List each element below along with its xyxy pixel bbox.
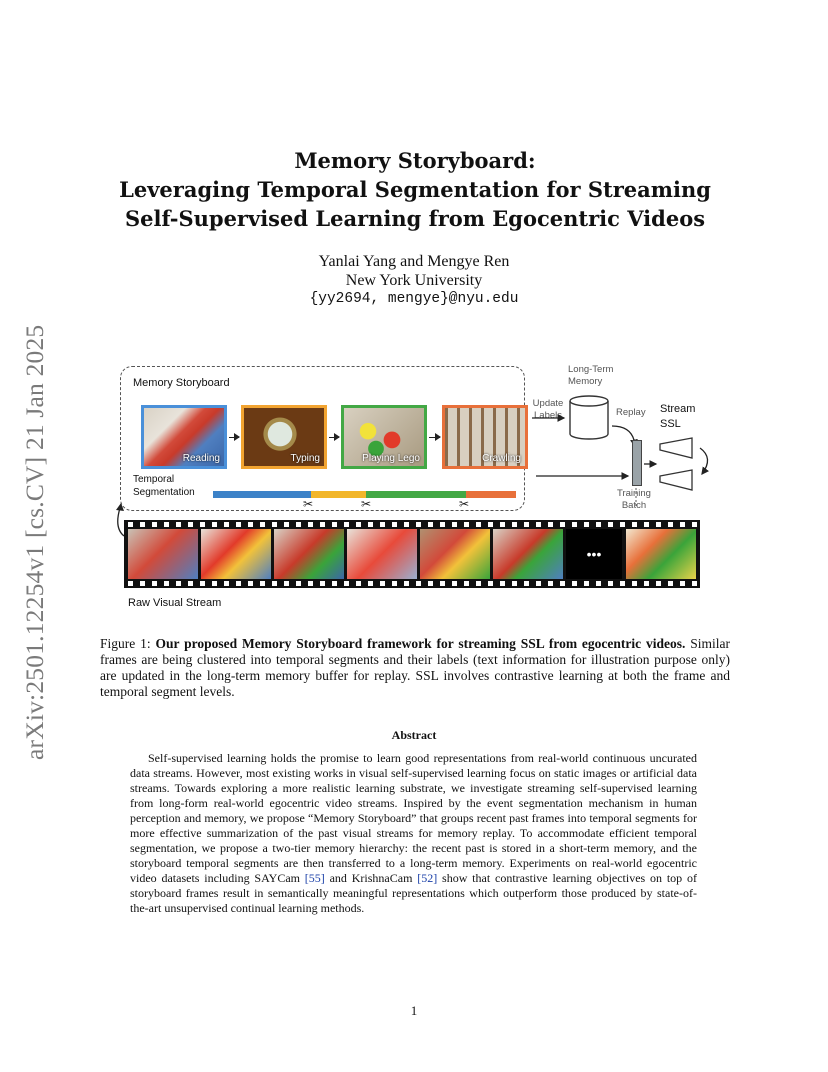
frame-caption: Crawling: [482, 453, 521, 464]
label-line: Long-Term: [568, 364, 614, 375]
film-holes: [124, 581, 700, 586]
label-line: Segmentation: [133, 487, 195, 498]
arrow-icon: [229, 437, 239, 438]
caption-bold-title: Our proposed Memory Storyboard framework for streaming SSL from egocentric videos.: [155, 636, 686, 651]
title-line-1: Memory Storyboard:: [294, 148, 536, 173]
frame-crawling: [442, 405, 528, 469]
film-holes: [124, 522, 700, 527]
raw-visual-stream-label: Raw Visual Stream: [128, 597, 222, 609]
abstract-text: and KrishnaCam: [324, 871, 418, 885]
figure-caption: [100, 636, 730, 700]
storyboard-label: Memory Storyboard: [133, 377, 230, 389]
frame-caption: Reading: [182, 453, 220, 464]
abstract-text: Self-supervised learning holds the promise to learn good representations from real-world continuous uncurated data streams. However, most existing works in visual self-supervised learning focus on static images or artificial data streams. Towards exploring a more realistic learning substrate, we investigate streaming self-supervised learning from long-form real-world egocentric video streams. Inspired by the event segmentation mechanism in human perception and memory, we propose “Memory Storyboard” that groups recent past frames into temporal segments for more effective summarization of the past visual streams for memory replay. To accommodate efficient temporal segmentation, we propose a two-tier memory hierarchy: the recent past is stored in a short-term memory, and the storyboard temporal segments are then transferred to a long-term memory. Experiments on real-world egocentric video datasets including SAYCam: [130, 751, 697, 885]
author-affiliation: New York University: [345, 272, 483, 289]
label-line: SSL: [660, 418, 681, 430]
film-frame: [420, 529, 490, 579]
ellipsis-frame: •••: [566, 529, 622, 579]
label-line: Labels: [534, 410, 562, 421]
scissors-icon: ✂: [459, 497, 470, 511]
abstract-body: [130, 751, 697, 916]
film-strip: [124, 520, 700, 588]
label-line: Training: [617, 488, 651, 499]
frame-caption: Typing: [290, 453, 320, 464]
film-frame: [201, 529, 271, 579]
title-line-2: Leveraging Temporal Segmentation for Streaming: [119, 177, 711, 202]
scissors-icon: ✂: [361, 497, 372, 511]
abstract-heading: Abstract: [391, 728, 437, 742]
label-line: Temporal: [133, 474, 175, 485]
label-line: Stream: [660, 403, 696, 415]
page-number: 1: [410, 1003, 418, 1018]
frame-playing-lego: [341, 405, 427, 469]
scissors-icon: ✂: [303, 497, 314, 511]
segment-bar-yellow: [311, 491, 366, 498]
author-names: Yanlai Yang and Mengye Ren: [318, 253, 510, 270]
segment-bar-blue: [213, 491, 311, 498]
frame-typing: [241, 405, 327, 469]
label-line: Update: [532, 398, 564, 409]
memory-storyboard-box: [120, 366, 525, 511]
paper-title: [100, 146, 730, 233]
segment-bar-green: [366, 491, 466, 498]
training-batch-bar: [632, 440, 642, 486]
citation-link[interactable]: [52]: [417, 871, 438, 885]
citation-link[interactable]: [55]: [304, 871, 325, 885]
figure-1: [110, 360, 730, 615]
arrow-icon: [329, 437, 339, 438]
training-batch-label: [612, 488, 656, 512]
frame-reading: [141, 405, 227, 469]
film-frame: [274, 529, 344, 579]
replay-label: Replay: [616, 407, 646, 418]
title-line-3: Self-Supervised Learning from Egocentric Videos: [124, 206, 706, 231]
author-email: {yy2694, mengye}@nyu.edu: [309, 291, 519, 307]
caption-label: Figure 1:: [100, 636, 151, 651]
film-frame: [493, 529, 563, 579]
author-block: [200, 252, 628, 309]
arxiv-stamp: arXiv:2501.12254v1 [cs.CV] 21 Jan 2025: [20, 324, 49, 760]
film-frame: [128, 529, 198, 579]
temporal-segmentation-label: [133, 473, 195, 499]
arrow-icon: [429, 437, 440, 438]
label-line: Memory: [568, 376, 603, 387]
caption-text: Similar frames are being clustered into temporal segments and their labels (text information for illustration purpose only) are updated in the long-term memory buffer for replay. SSL involves contrastive learning at both the frame and temporal segment levels.: [100, 636, 730, 699]
label-line: Batch: [621, 500, 647, 511]
segment-bar-orange: [466, 491, 516, 498]
film-frame: [347, 529, 417, 579]
frame-caption: Playing Lego: [362, 453, 420, 464]
long-term-memory-label: [568, 364, 618, 388]
abstract-text: show that contrastive learning objectives on top of storyboard frames result in semantically meaningful representations which outperform those produced by state-of-the-art unsupervised continual learning methods.: [130, 871, 697, 915]
film-frame: [626, 529, 696, 579]
